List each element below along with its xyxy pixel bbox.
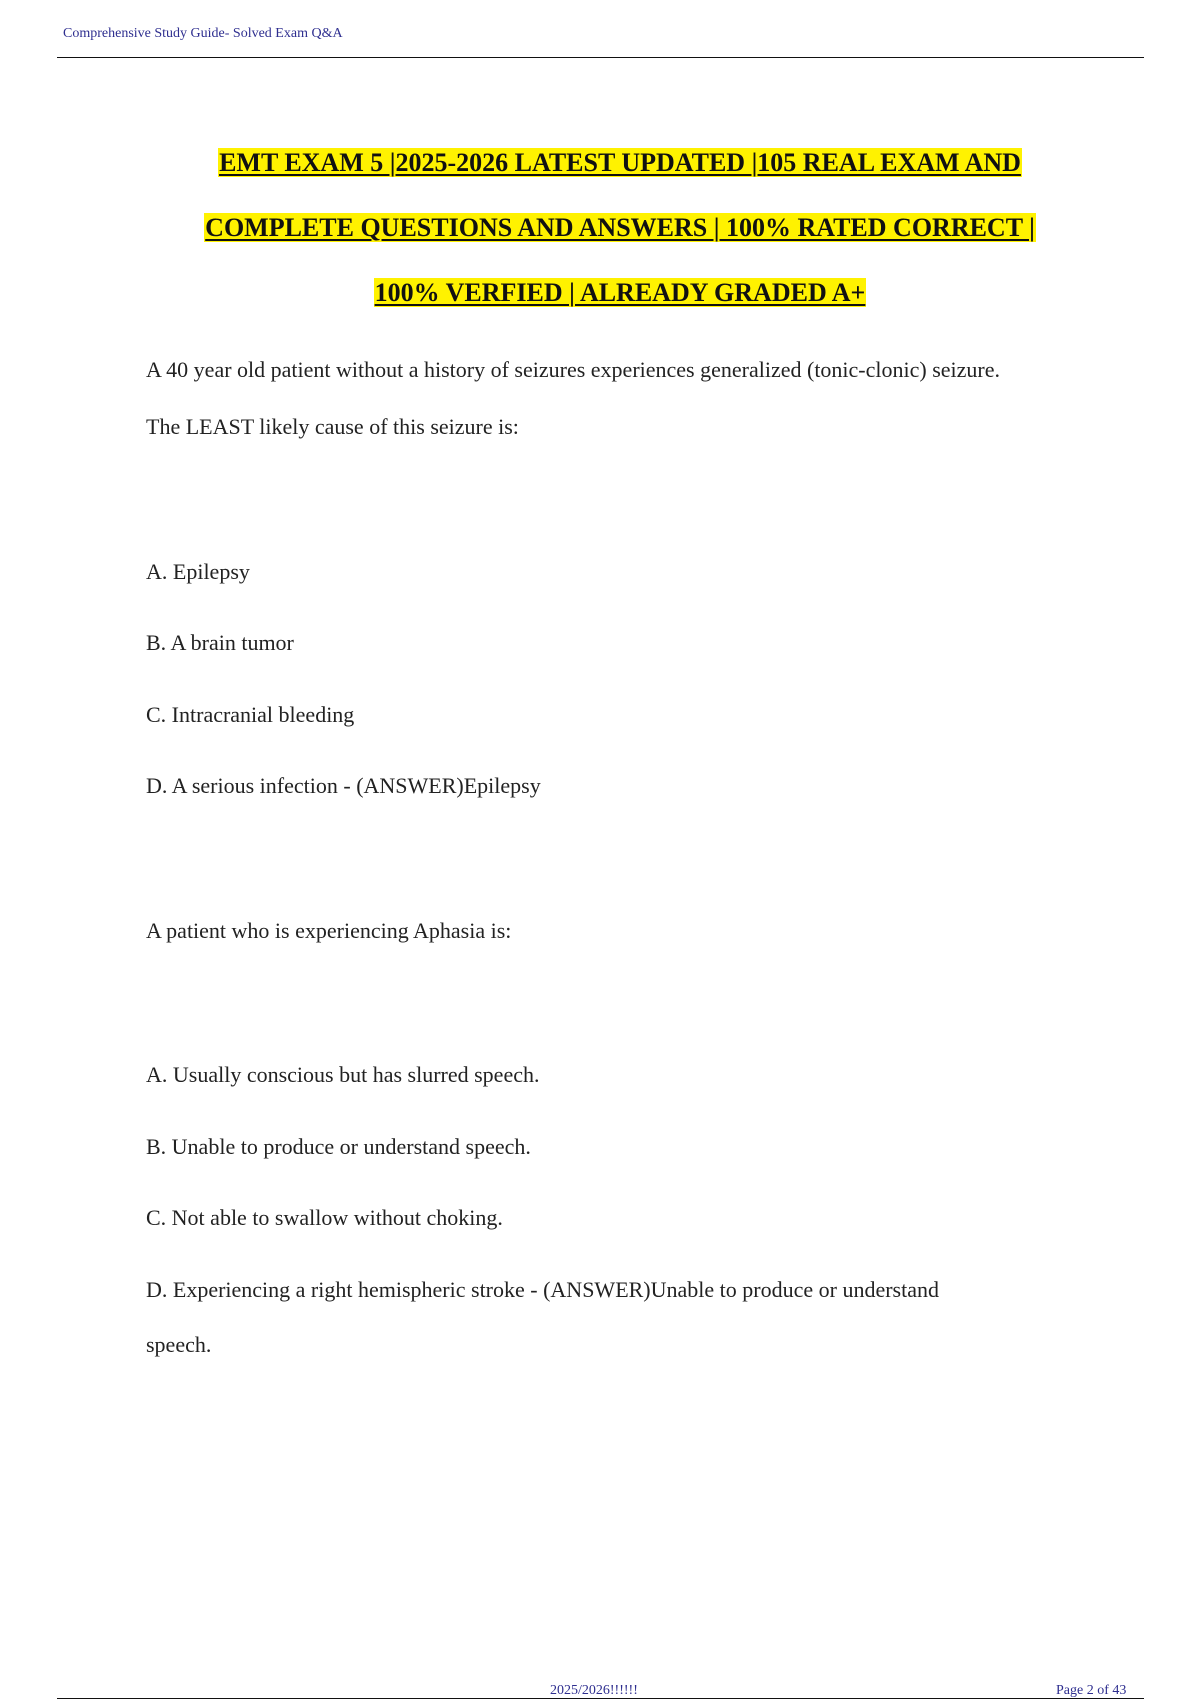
title-line-3 [100,270,1140,335]
header-divider [57,57,1144,58]
title-line-1-text: EMT EXAM 5 |2025-2026 LATEST UPDATED |105 REAL EXAM AND [219,148,1021,177]
title-line-1 [100,140,1140,205]
question-2-option-a: A. Usually conscious but has slurred speech. [146,1062,540,1087]
title-line-2 [100,205,1140,270]
question-1-option-b: B. A brain tumor [146,630,294,655]
question-1-option-a: A. Epilepsy [146,559,250,584]
question-1-prompt-line-2: The LEAST likely cause of this seizure is: [146,414,519,439]
question-2-option-c: C. Not able to swallow without choking. [146,1205,503,1230]
footer-year: 2025/2026!!!!!! [550,1683,638,1698]
question-1-prompt-line-1: A 40 year old patient without a history of seizures experiences generalized (tonic-clonic) seizure. [146,357,1001,382]
question-1-option-d-answer: D. A serious infection - (ANSWER)Epilepsy [146,773,541,798]
question-2-prompt-line-1: A patient who is experiencing Aphasia is: [146,918,512,943]
footer-divider [57,1698,1144,1699]
question-2-option-d-answer-cont: speech. [146,1332,212,1357]
title-line-3-text: 100% VERFIED | ALREADY GRADED A+ [374,278,866,307]
document-title [100,140,1140,335]
question-1-option-c: C. Intracranial bleeding [146,702,355,727]
title-line-2-text: COMPLETE QUESTIONS AND ANSWERS | 100% RATED CORRECT | [205,213,1035,242]
page-number: Page 2 of 43 [1056,1683,1127,1698]
question-2-option-b: B. Unable to produce or understand speech. [146,1134,531,1159]
question-2-option-d-answer: D. Experiencing a right hemispheric stroke - (ANSWER)Unable to produce or understand [146,1277,939,1302]
running-header: Comprehensive Study Guide- Solved Exam Q&A [63,26,343,41]
